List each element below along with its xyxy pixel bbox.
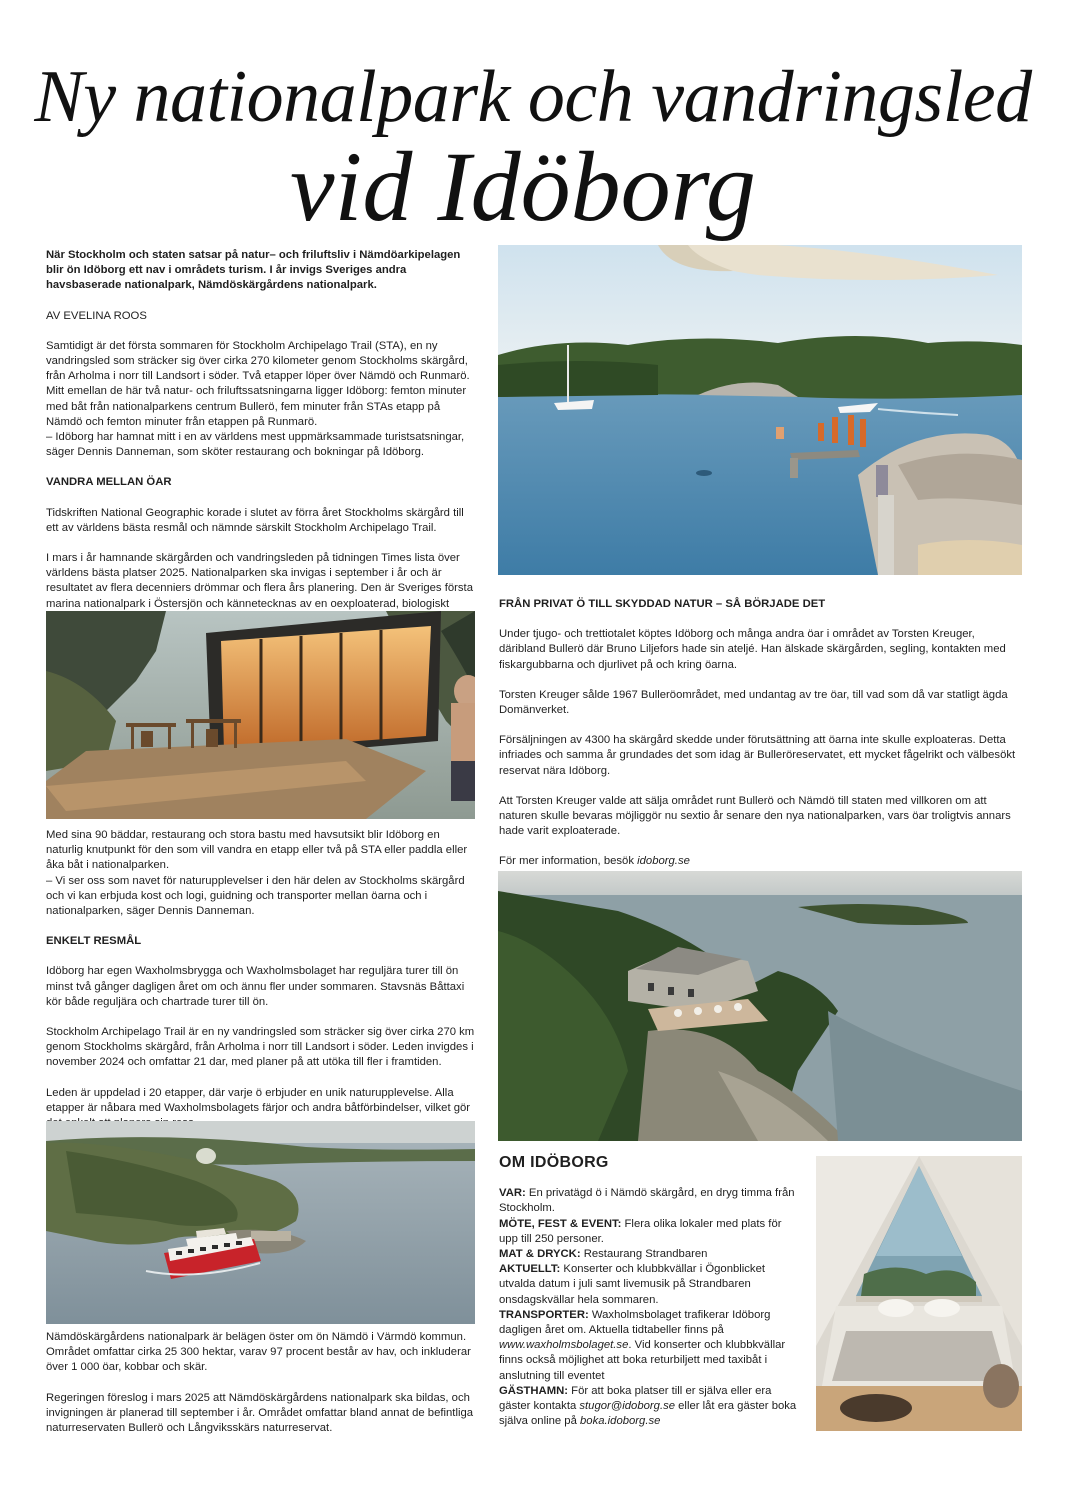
fact-aktuellt — [499, 1262, 799, 1308]
body-paragraph: Stockholm Archipelago Trail är en ny vandringsled som sträcker sig över cirka 270 km genom Stockholms skärgård, från Arholma i norr till Landsort i söder. Leden invigdes i november 2024 och omfattar 21 dar, med planer på att utöka till fler i framtiden. — [46, 1026, 475, 1069]
fact-text: Restaurang Strandbaren — [580, 1248, 708, 1261]
body-paragraph: Leden är uppdelad i 20 etapper, där varje ö erbjuder en unik naturupplevelse. Alla etapper är nåbara med Waxholmsbolagets färjor och andra båtförbindelser, vilket gör — [46, 1086, 471, 1114]
om-idoborg-box — [499, 1155, 799, 1429]
waxholmsbolaget-link[interactable]: www.waxholmsbolaget.se — [499, 1339, 629, 1352]
photo-swimming-jetty — [498, 245, 1022, 575]
left-column-bottom — [46, 1330, 476, 1451]
fact-label: GÄSTHAMN: — [499, 1384, 569, 1397]
om-idoborg-title: OM IDÖBORG — [499, 1154, 609, 1171]
body-paragraph: Samtidigt är det första sommaren för Stockholm Archipelago Trail (STA), en ny vandringsled som sträcker sig över cirka 270 kilometer genom Stockholms skärgård, från Arholma i norr till Landsort i söder. Två etapper löper över Nämdö och Runmarö. Mitt emellan de här två natur- och friluftssatsningarna ligger Idöborg: femton minuter med båt från nationalparkens centrum Bullerö, fem minuter från STAs etapp på Nämdö och femton minuter från etappen på Runmarö. — [46, 339, 470, 428]
fact-label: TRANSPORTER: — [499, 1308, 589, 1321]
body-paragraph: Försäljningen av 4300 ha skärgård skedde under förutsättning att öarna inte skulle exploateras. Detta infriades och samma år grundades det som idag är Bulleröreservatet, ett mycket fågelrikt och välbesökt reservat nära Idöborg. — [499, 734, 1016, 777]
body-paragraph: Med sina 90 bäddar, restaurang och stora bastu med havsutsikt blir Idöborg en naturlig knutpunkt för den som vill vandra en etapp eller två på STA eller paddla eller åka båt i nationalparken. — [46, 829, 468, 872]
body-paragraph: Nämdöskärgårdens nationalpark är belägen öster om ön Nämdö i Värmdö kommun. Området omfattar cirka 25 300 hektar, varav 97 procent består av hav, och inkluderar över 1 000 öar, kobbar och skär. — [46, 1331, 471, 1374]
body-paragraph — [499, 854, 1023, 869]
fact-text: Konserter och klubbkvällar i Ögonblicket utvalda datum i juli samt livemusik på Strandbaren onsdagskvällar hela sommaren. — [499, 1263, 765, 1306]
left-column-middle — [46, 828, 476, 1146]
fact-gasthamn — [499, 1384, 799, 1430]
fact-label: MAT & DRYCK: — [499, 1248, 581, 1261]
headline-line-1: Ny nationalpark och vandringsled — [34, 56, 1032, 138]
fact-text: Waxholmsbolaget trafikerar Idöborg dagligen året om. Aktuella tidtabeller finns på — [499, 1308, 771, 1337]
body-paragraph: Att Torsten Kreuger valde att sälja området runt Bullerö och Nämdö till staten med villkoren om att naturen skulle bevaras möjliggör nu sextio år senare den nya nationalparken, vars öar troligtvis annars hade varit exploaterade. — [499, 794, 1011, 838]
section-heading: FRÅN PRIVAT Ö TILL SKYDDAD NATUR – SÅ BÖRJADE DET — [499, 598, 826, 610]
right-column-text — [499, 597, 1023, 885]
fact-transporter — [499, 1308, 799, 1384]
booking-link[interactable]: boka.idoborg.se — [580, 1415, 661, 1428]
fact-text: . Vid konserter och klubbkvällar finns också möjlighet att boka returbiljett med taxibåt i anslutning till eventet — [499, 1339, 786, 1382]
info-prefix: För mer information, besök — [499, 855, 638, 868]
body-paragraph: Torsten Kreuger sålde 1967 Bulleröområdet, med undantag av tre öar, till vad som då var statligt ägda Domänverket. — [499, 688, 1008, 717]
email-link[interactable]: stugor@idoborg.se — [579, 1400, 676, 1413]
fact-text: För att boka platser till er själva eller era gäster kontakta — [499, 1384, 772, 1413]
fact-label: AKTUELLT: — [499, 1263, 561, 1276]
photo-ferry-aerial — [46, 1121, 475, 1324]
body-paragraph: Idöborg har egen Waxholmsbrygga och Waxholmsbolaget har reguljära turer till ön minst två gånger dagligen året om och ännu fler under sommaren. Stavsnäs Båttaxi kör både reguljära och chartrade turer till ön. — [46, 965, 465, 1008]
left-column-top — [46, 248, 476, 657]
fact-mat — [499, 1247, 799, 1262]
photo-a-frame-bedroom — [816, 1156, 1022, 1431]
fact-mote — [499, 1217, 799, 1247]
body-paragraph: – Idöborg har hamnat mitt i en av världens mest uppmärksammade turistsatsningar, säger Dennis Danneman, som sköter restaurang och bokningar på Idöborg. — [46, 431, 465, 459]
fact-label: MÖTE, FEST & EVENT: — [499, 1217, 622, 1230]
fact-text: eller låt era gäster boka själva online på — [499, 1400, 797, 1428]
photo-sauna-cabin — [46, 611, 475, 819]
body-paragraph: Regeringen föreslog i mars 2025 att Nämdöskärgårdens nationalpark ska bildas, och invigningen är planerad till september i år. Området omfattar bland annat de befintliga naturreservaten Bullerö och Långviksskärs naturreservat. — [46, 1391, 474, 1435]
body-paragraph: – Vi ser oss som navet för naturupplevelser i den här delen av Stockholms skärgård och vi kan erbjuda kost och logi, guidning och transporter mellan öarna och i nationalparken, säger Dennis Danneman. — [46, 874, 465, 918]
headline-line-2: vid Idöborg — [290, 131, 756, 242]
section-heading: ENKELT RESMÅL — [46, 935, 142, 948]
body-paragraph: Tidskriften National Geographic korade i slutet av förra året Stockholms skärgård till ett av världens bästa resmål och nämnde särskilt Stockholm Archipelago Trail. — [46, 506, 464, 534]
body-paragraph: I mars i år hamnande skärgården och vandringsleden på tidningen Times lista över världens bästa platser 2025. Nationalparken ska invigas i september i år och är resultatet av flera decenniers drömmar och flera års planering. Den är Sveriges första marina nationalpark i Östersjön och kännetecknas av en oexploaterad, biologiskt — [46, 552, 473, 610]
website-link[interactable]: idoborg.se — [637, 855, 690, 868]
fact-label: VAR: — [499, 1187, 526, 1200]
body-paragraph: Under tjugo- och trettiotalet köptes Idöborg och många andra öar i området av Torsten Kreuger, däribland Bullerö där Bruno Liljefors hade sin ateljé. Han älskade skärgården, segling, kontakten med fiskargubbarna och djurlivet på och kring öarna. — [499, 628, 1006, 671]
fact-text: En privatägd ö i Nämdö skärgård, en dryg timma från Stockholm. — [499, 1187, 795, 1215]
fact-var — [499, 1186, 799, 1216]
byline: AV EVELINA ROOS — [46, 309, 147, 322]
section-heading: VANDRA MELLAN ÖAR — [46, 476, 172, 489]
photo-lodge-aerial — [498, 871, 1022, 1141]
lead-paragraph: När Stockholm och staten satsar på natur– och friluftsliv i Nämdöarkipelagen blir ön Idöborg ett nav i områdets turism. I år invigs Sveriges andra havsbaserade nationalpark, Nämdöskärgårdens nationalpark. — [46, 249, 461, 292]
fact-text: Flera olika lokaler med plats för upp till 250 personer. — [499, 1217, 782, 1245]
